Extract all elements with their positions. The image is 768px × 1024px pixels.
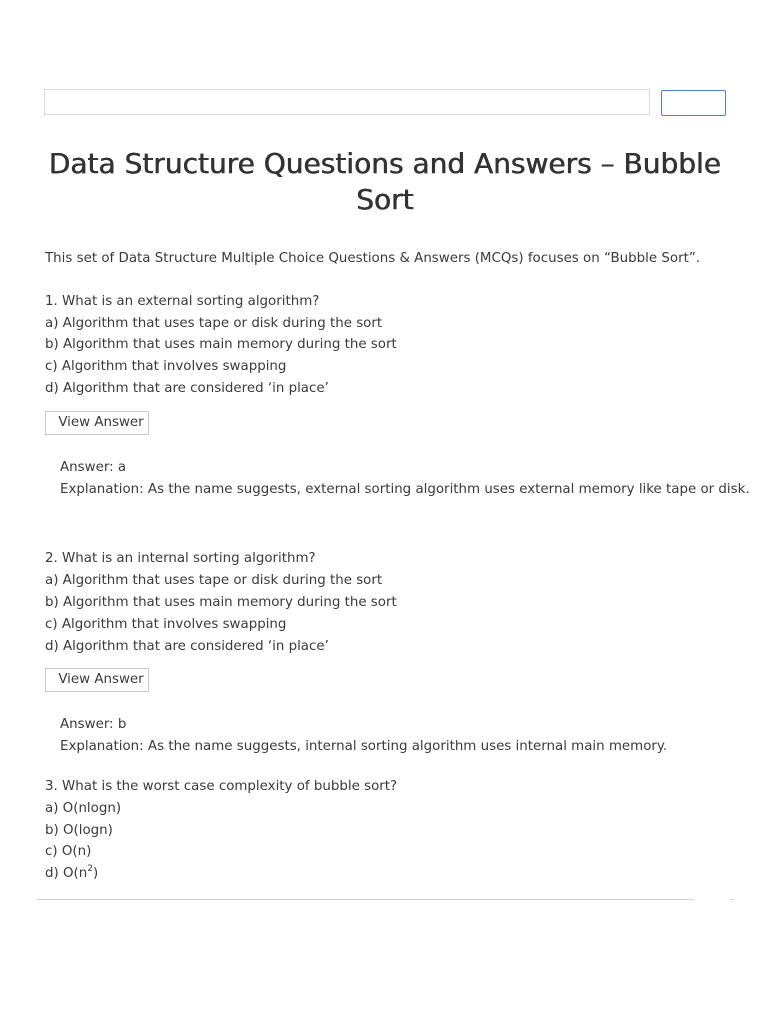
explanation-text: Explanation: As the name suggests, internal sorting algorithm uses internal main memory. <box>60 739 668 755</box>
question-text: 1. What is an external sorting algorithm? <box>45 293 320 309</box>
option-d-close: ) <box>92 866 99 882</box>
option-b: b) Algorithm that uses main memory during the sort <box>45 594 397 610</box>
explanation-text: Explanation: As the name suggests, external sorting algorithm uses external memory like tape or disk. <box>60 481 750 497</box>
question-2 <box>45 548 745 758</box>
option-a: a) O(nlogn) <box>45 800 122 816</box>
answer-block <box>45 457 750 501</box>
option-d-exponent: 2 <box>87 864 93 875</box>
option-b: b) O(logn) <box>45 822 113 838</box>
divider-fragment <box>730 899 734 900</box>
option-c: c) Algorithm that involves swapping <box>45 616 287 632</box>
option-c: c) Algorithm that involves swapping <box>45 359 287 375</box>
view-answer-button[interactable]: View Answer <box>45 411 149 435</box>
search-input[interactable] <box>44 89 650 115</box>
option-d: d) Algorithm that are considered ‘in place’ <box>45 638 329 654</box>
answer-text: Answer: a <box>60 459 127 475</box>
option-d: d) Algorithm that are considered ‘in place’ <box>45 380 329 396</box>
search-button[interactable] <box>661 90 726 116</box>
intro-text: This set of Data Structure Multiple Choice Questions & Answers (MCQs) focuses on “Bubble Sort”. <box>45 251 701 266</box>
question-1 <box>45 291 750 501</box>
question-text: 3. What is the worst case complexity of bubble sort? <box>45 778 398 794</box>
view-answer-button[interactable]: View Answer <box>45 668 149 692</box>
question-text: 2. What is an internal sorting algorithm? <box>45 551 316 567</box>
option-c: c) O(n) <box>45 844 92 860</box>
answer-text: Answer: b <box>60 717 127 733</box>
answer-block <box>45 714 745 758</box>
divider <box>36 899 694 900</box>
option-a: a) Algorithm that uses tape or disk during the sort <box>45 573 383 589</box>
article-content <box>45 248 750 885</box>
option-d <box>45 863 745 885</box>
option-d-base: d) O(n <box>45 866 88 882</box>
option-a: a) Algorithm that uses tape or disk during the sort <box>45 315 383 331</box>
option-b: b) Algorithm that uses main memory during the sort <box>45 337 397 353</box>
question-3 <box>45 776 745 885</box>
page-title: Data Structure Questions and Answers – Bubble Sort <box>48 147 722 216</box>
search-bar <box>0 0 768 140</box>
